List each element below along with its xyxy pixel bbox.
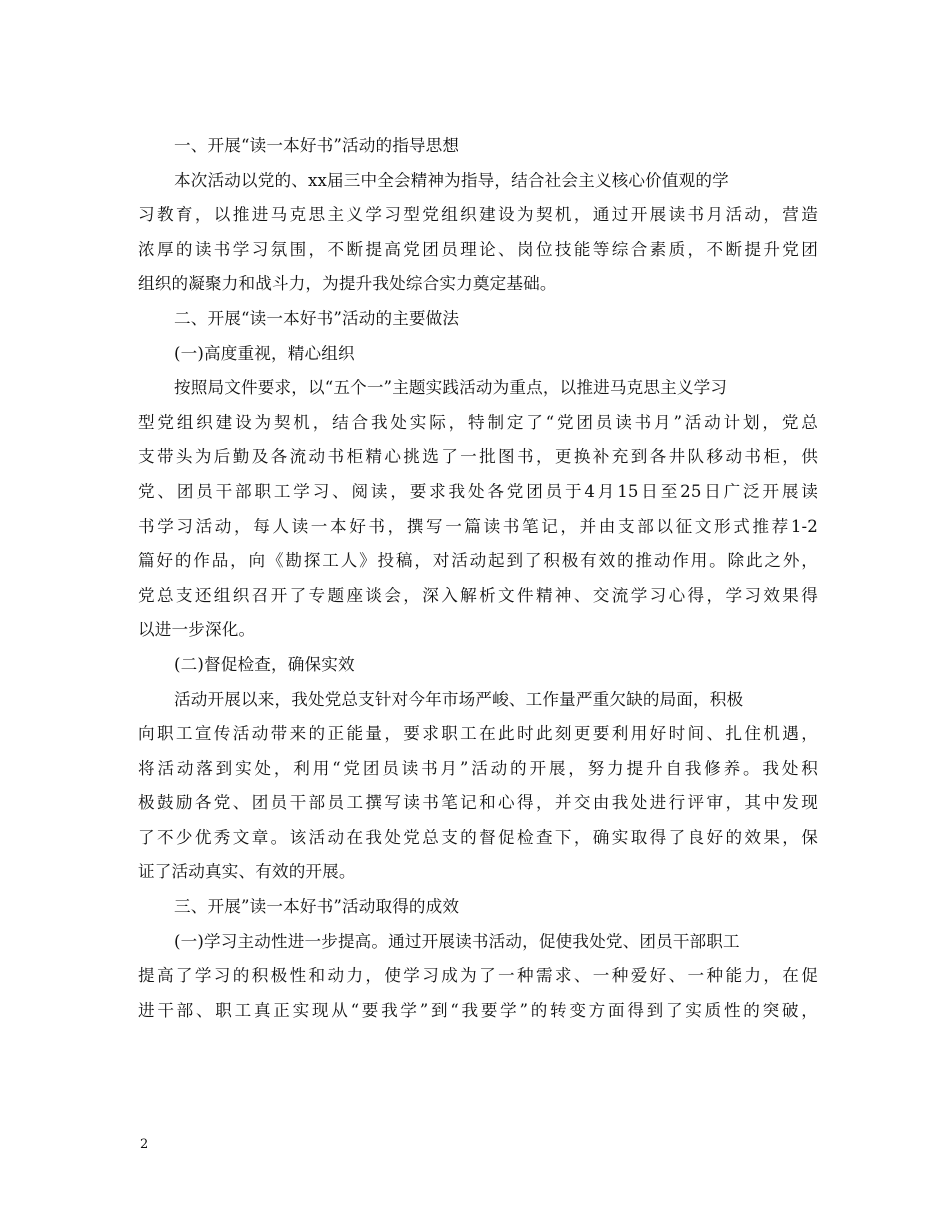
text-line: 组织的凝聚力和战斗力，为提升我处综合实力奠定基础。	[138, 274, 557, 294]
text-line: (一)高度重视，精心组织	[174, 343, 355, 363]
text-line: 向职工宣传活动带来的正能量，要求职工在此时此刻更要利用好时间、扎住机遇，	[138, 724, 818, 744]
text-line: 了不少优秀文章。该活动在我处党总支的督促检查下，确实取得了良好的效果，保	[138, 827, 818, 847]
text-line: 二、开展“读一本好书”活动的主要做法	[174, 308, 460, 328]
text-line: 提高了学习的积极性和动力，使学习成为了一种需求、一种爱好、一种能力，在促	[138, 966, 818, 986]
text-line: 极鼓励各党、团员干部员工撰写读书笔记和心得，并交由我处进行评审，其中发现	[138, 793, 818, 813]
text-line: 习教育，以推进马克思主义学习型党组织建设为契机，通过开展读书月活动，营造	[138, 205, 818, 225]
text-line: 三、开展”读一本好书”活动取得的成效	[174, 897, 460, 917]
text-line: 以进一步深化。	[138, 620, 256, 640]
text-line: 证了活动真实、有效的开展。	[138, 862, 356, 882]
page-number: 2	[140, 1137, 149, 1152]
text-line: 本次活动以党的、xx届三中全会精神为指导，结合社会主义核心价值观的学	[174, 170, 729, 190]
text-line: 一、开展“读一本好书”活动的指导思想	[174, 136, 460, 155]
text-line: 活动开展以来，我处党总支针对今年市场严峻、工作量严重欠缺的局面，积极	[174, 689, 744, 709]
text-line: 书学习活动，每人读一本好书，撰写一篇读书笔记，并由支部以征文形式推荐1-2	[138, 516, 818, 536]
text-line: (一)学习主动性进一步提高。通过开展读书活动，促使我处党、团员干部职工	[174, 931, 740, 951]
text-line: 进干部、职工真正实现从“要我学”到“我要学”的转变方面得到了实质性的突破，	[138, 1000, 818, 1020]
text-line: 型党组织建设为契机，结合我处实际，特制定了“党团员读书月”活动计划，党总	[138, 412, 818, 432]
text-line: 支带头为后勤及各流动书柜精心挑选了一批图书，更换补充到各井队移动书柜，供	[138, 447, 818, 467]
text-line: 浓厚的读书学习氛围，不断提高党团员理论、岗位技能等综合素质，不断提升党团	[138, 239, 818, 259]
text-line: 按照局文件要求，以“五个一”主题实践活动为重点，以推进马克思主义学习	[174, 378, 728, 398]
document-body	[138, 129, 818, 1028]
text-line: 篇好的作品，向《勘探工人》投稿，对活动起到了积极有效的推动作用。除此之外，	[138, 551, 818, 571]
text-line: 党总支还组织召开了专题座谈会，深入解析文件精神、交流学习心得，学习效果得	[138, 585, 818, 605]
text-line: 党、团员干部职工学习、阅读，要求我处各党团员于4月15日至25日广泛开展读	[138, 481, 818, 501]
text-line: (二)督促检查，确保实效	[174, 654, 355, 674]
text-line: 将活动落到实处，利用“党团员读书月”活动的开展，努力提升自我修养。我处积	[138, 758, 818, 778]
